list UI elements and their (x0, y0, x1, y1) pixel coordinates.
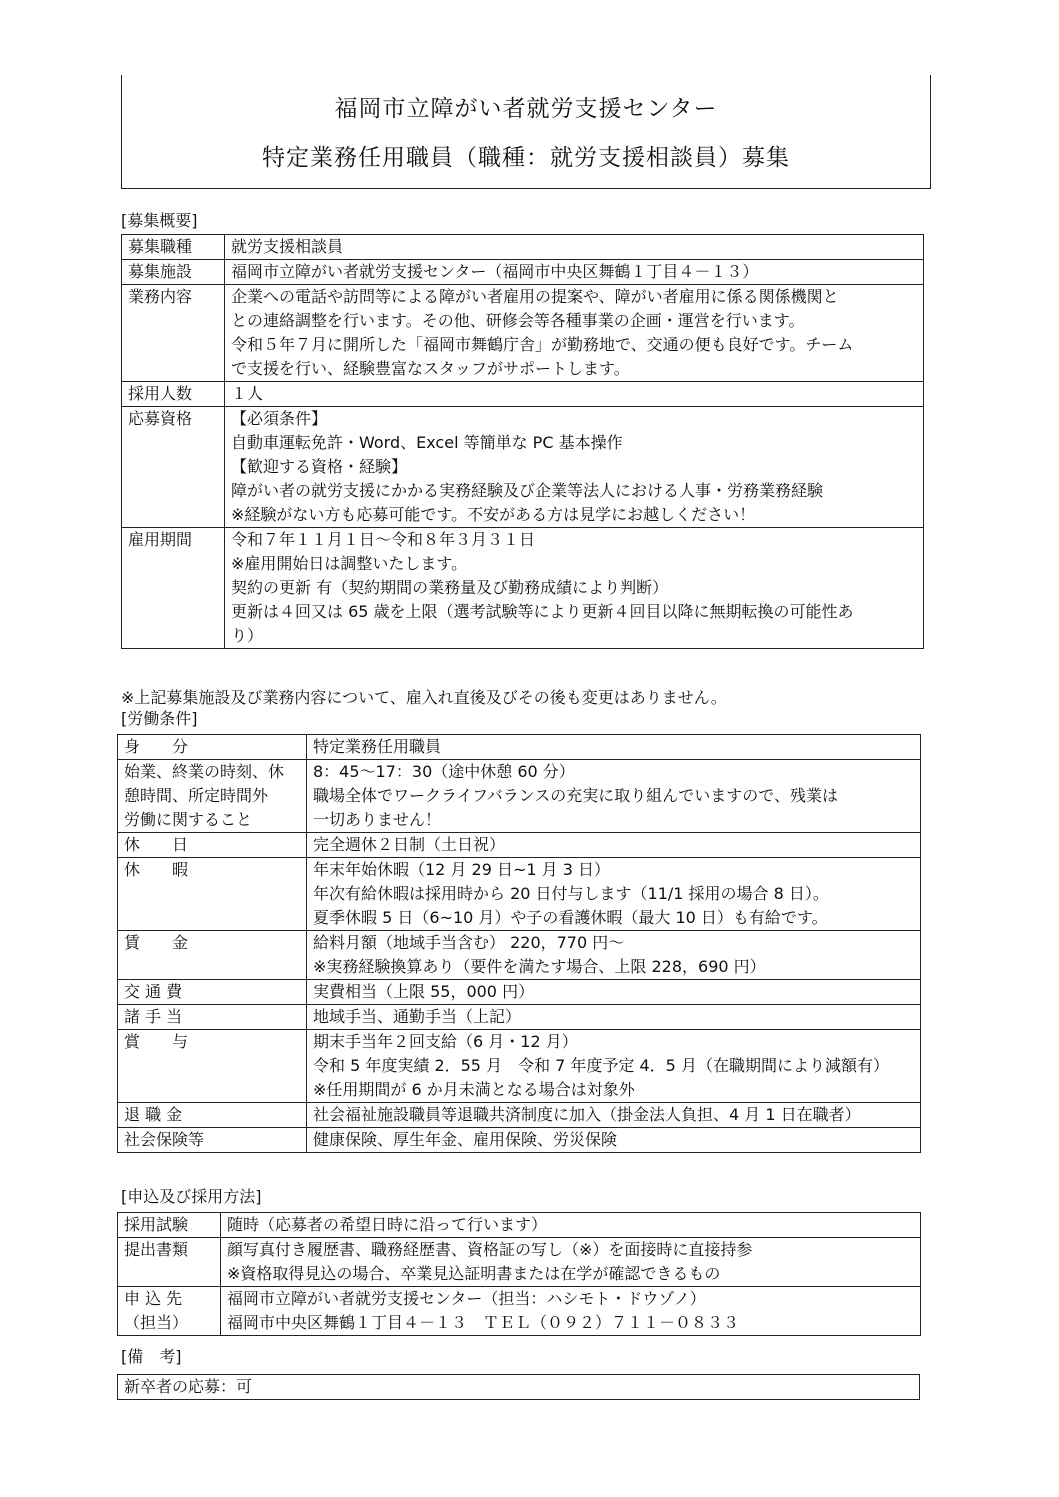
overview-row (122, 260, 924, 285)
overview-label: 業務内容 (128, 287, 193, 306)
overview-label-cell (122, 382, 225, 407)
title-box (121, 75, 931, 189)
conditions-value-line: 職場全体でワークライフバランスの充実に取り組んでいますので、残業は (313, 786, 838, 805)
application-row (118, 1213, 921, 1238)
conditions-label-cell (118, 1103, 307, 1128)
application-value-line: 顔写真付き履歴書、職務経歴書、資格証の写し（※）を面接時に直接持参 (227, 1240, 753, 1259)
conditions-label: 休 日 (124, 835, 189, 854)
conditions-value-line: 健康保険、厚生年金、雇用保険、労災保険 (313, 1130, 618, 1149)
conditions-table (117, 734, 921, 1153)
overview-value-cell (225, 260, 924, 285)
overview-value-line: 自動車運転免許・Word、Excel 等簡単な PC 基本操作 (231, 433, 623, 452)
application-label-cell (118, 1213, 221, 1238)
application-heading: [申込及び採用方法] (121, 1187, 262, 1206)
overview-value-line: 令和５年７月に開所した「福岡市舞鶴庁舎」が勤務地で、交通の便も良好です。チーム (231, 335, 854, 354)
conditions-row (118, 1030, 921, 1103)
overview-row (122, 528, 924, 649)
application-row (118, 1238, 921, 1287)
overview-row (122, 285, 924, 382)
title-line-1: 福岡市立障がい者就労支援センター (334, 96, 718, 122)
application-value-cell (221, 1287, 921, 1336)
conditions-label: 交 通 費 (124, 982, 183, 1001)
conditions-row (118, 931, 921, 980)
overview-label: 採用人数 (128, 384, 193, 403)
application-label-cell (118, 1287, 221, 1336)
overview-row (122, 407, 924, 528)
conditions-value-cell (307, 833, 921, 858)
application-value-line: 福岡市立障がい者就労支援センター（担当：ハシモト・ドウゾノ） (227, 1289, 706, 1308)
conditions-label: 賞 与 (124, 1032, 189, 1051)
conditions-value-line: 完全週休２日制（土日祝） (313, 835, 506, 854)
overview-heading: [募集概要] (121, 211, 198, 230)
conditions-label: 社会保険等 (124, 1130, 205, 1149)
overview-label-cell (122, 285, 225, 382)
conditions-label-cell (118, 760, 307, 833)
application-value-line: ※資格取得見込の場合、卒業見込証明書または在学が確認できるもの (227, 1264, 721, 1283)
conditions-value-line: 夏季休暇 5 日（6~10 月）や子の看護休暇（最大 10 日）も有給です。 (313, 908, 828, 927)
conditions-row (118, 858, 921, 931)
overview-value-line: 契約の更新 有（契約期間の業務量及び勤務成績により判断） (231, 578, 669, 597)
conditions-label: 憩時間、所定時間外 (124, 786, 269, 805)
conditions-value-line: 一切ありません！ (313, 810, 442, 829)
overview-value-cell (225, 235, 924, 260)
conditions-value-line: 年末年始休暇（12 月 29 日~1 月 3 日） (313, 860, 611, 879)
conditions-row (118, 980, 921, 1005)
conditions-label: 賃 金 (124, 933, 189, 952)
application-label-cell (118, 1238, 221, 1287)
overview-value-cell (225, 285, 924, 382)
remarks-heading: [備 考] (121, 1347, 182, 1366)
overview-label: 雇用期間 (128, 530, 193, 549)
conditions-row (118, 1103, 921, 1128)
overview-value-line: で支援を行い、経験豊富なスタッフがサポートします。 (231, 359, 630, 378)
conditions-value-line: 実費相当（上限 55，000 円） (313, 982, 535, 1001)
overview-row (122, 235, 924, 260)
overview-value-cell (225, 528, 924, 649)
overview-value-line: ※経験がない方も応募可能です。不安がある方は見学にお越しください！ (231, 505, 756, 524)
conditions-label: 労働に関すること (124, 810, 253, 829)
overview-label-cell (122, 528, 225, 649)
conditions-label: 休 暇 (124, 860, 189, 879)
application-value-line: 随時（応募者の希望日時に沿って行います） (227, 1215, 548, 1234)
overview-value-line: り） (231, 626, 264, 645)
overview-value-line: 就労支援相談員 (231, 237, 344, 256)
conditions-value-cell (307, 1005, 921, 1030)
overview-value-line: １人 (231, 384, 264, 403)
conditions-value-line: 給料月額（地域手当含む） 220，770 円～ (313, 933, 625, 952)
overview-value-line: 【必須条件】 (231, 409, 328, 428)
conditions-heading: [労働条件] (121, 709, 198, 728)
conditions-value-cell (307, 858, 921, 931)
conditions-label-cell (118, 1030, 307, 1103)
overview-value-line: 障がい者の就労支援にかかる実務経験及び企業等法人における人事・労務業務経験 (231, 481, 824, 500)
overview-label: 募集職種 (128, 237, 193, 256)
conditions-row (118, 1005, 921, 1030)
conditions-value-cell (307, 1128, 921, 1153)
application-value-cell (221, 1213, 921, 1238)
application-value-cell (221, 1238, 921, 1287)
conditions-label-cell (118, 980, 307, 1005)
conditions-label-cell (118, 833, 307, 858)
conditions-value-line: 年次有給休暇は採用時から 20 日付与します（11/1 採用の場合 8 日）。 (313, 884, 829, 903)
overview-value-line: ※雇用開始日は調整いたします。 (231, 554, 468, 573)
conditions-value-line: 地域手当、通勤手当（上記） (313, 1007, 522, 1026)
overview-value-line: 令和７年１１月１日～令和８年３月３１日 (231, 530, 536, 549)
conditions-value-line: 令和 5 年度実績 2．55 月 令和 7 年度予定 4．5 月（在職期間により減額有） (313, 1056, 889, 1075)
conditions-label: 退 職 金 (124, 1105, 183, 1124)
remarks-box: 新卒者の応募：可 (117, 1374, 920, 1400)
overview-value-line: 福岡市立障がい者就労支援センター（福岡市中央区舞鶴１丁目４－１３） (231, 262, 759, 281)
overview-label: 募集施設 (128, 262, 193, 281)
conditions-label: 始業、終業の時刻、休 (124, 762, 285, 781)
conditions-label-cell (118, 858, 307, 931)
overview-label-cell (122, 407, 225, 528)
conditions-value-line: 特定業務任用職員 (313, 737, 442, 756)
conditions-value-cell (307, 1103, 921, 1128)
conditions-value-line: 期末手当年２回支給（6 月・12 月） (313, 1032, 578, 1051)
application-label: （担当） (124, 1313, 189, 1332)
conditions-value-cell (307, 735, 921, 760)
overview-label-cell (122, 235, 225, 260)
conditions-row (118, 760, 921, 833)
application-table (117, 1212, 921, 1336)
overview-note: ※上記募集施設及び業務内容について、雇入れ直後及びその後も変更はありません。 (121, 688, 727, 707)
conditions-label: 諸 手 当 (124, 1007, 183, 1026)
application-label: 申 込 先 (124, 1289, 183, 1308)
conditions-value-cell (307, 1030, 921, 1103)
conditions-value-line: 社会福祉施設職員等退職共済制度に加入（掛金法人負担、4 月 1 日在職者） (313, 1105, 861, 1124)
conditions-label-cell (118, 931, 307, 980)
conditions-label-cell (118, 735, 307, 760)
application-row (118, 1287, 921, 1336)
overview-table (121, 234, 924, 649)
title-line-2: 特定業務任用職員（職種：就労支援相談員）募集 (262, 145, 790, 171)
conditions-row (118, 1128, 921, 1153)
conditions-value-line: 8：45～17：30（途中休憩 60 分） (313, 762, 575, 781)
conditions-value-cell (307, 760, 921, 833)
overview-row (122, 382, 924, 407)
overview-label-cell (122, 260, 225, 285)
overview-value-cell (225, 382, 924, 407)
application-label: 採用試験 (124, 1215, 189, 1234)
overview-value-line: 【歓迎する資格・経験】 (231, 457, 408, 476)
conditions-row (118, 735, 921, 760)
conditions-label: 身 分 (124, 737, 189, 756)
conditions-value-line: ※任用期間が 6 か月未満となる場合は対象外 (313, 1080, 635, 1099)
application-label: 提出書類 (124, 1240, 189, 1259)
overview-value-line: 更新は４回又は 65 歳を上限（選考試験等により更新４回目以降に無期転換の可能性あ (231, 602, 854, 621)
conditions-label-cell (118, 1005, 307, 1030)
overview-value-line: との連絡調整を行います。その他、研修会等各種事業の企画・運営を行います。 (231, 311, 805, 330)
conditions-row (118, 833, 921, 858)
conditions-value-cell (307, 931, 921, 980)
conditions-value-cell (307, 980, 921, 1005)
overview-label: 応募資格 (128, 409, 193, 428)
conditions-value-line: ※実務経験換算あり（要件を満たす場合、上限 228，690 円） (313, 957, 766, 976)
application-value-line: 福岡市中央区舞鶴１丁目４－１３ ＴＥＬ（０９２）７１１－０８３３ (227, 1313, 740, 1332)
overview-value-cell (225, 407, 924, 528)
conditions-label-cell (118, 1128, 307, 1153)
overview-value-line: 企業への電話や訪問等による障がい者雇用の提案や、障がい者雇用に係る関係機関と (231, 287, 839, 306)
